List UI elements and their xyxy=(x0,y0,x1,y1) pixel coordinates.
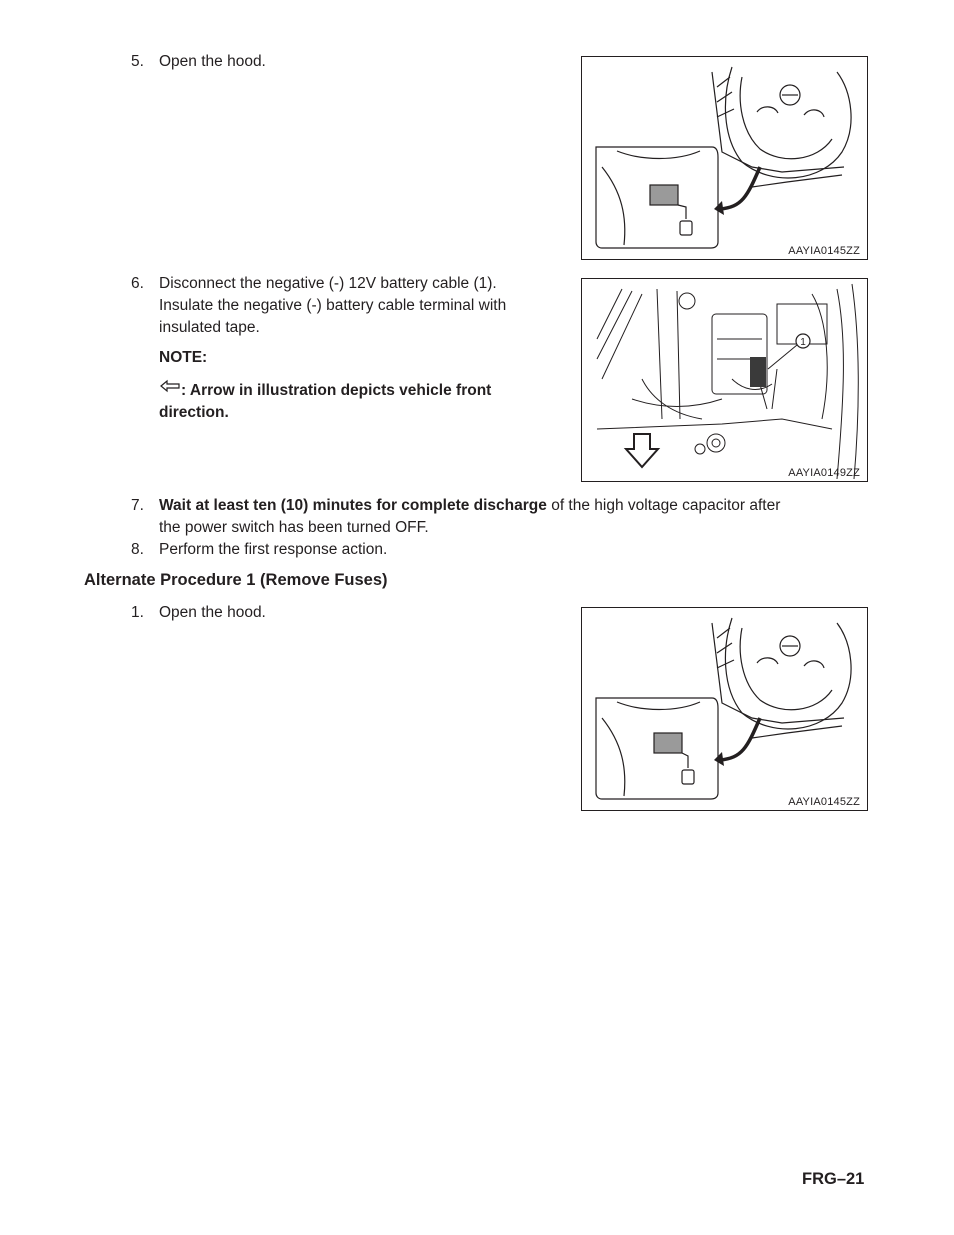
figure-battery-cable xyxy=(581,278,868,482)
step-line: insulated tape. xyxy=(159,319,260,336)
page-number: FRG–21 xyxy=(802,1170,865,1188)
figure-hood-release-2 xyxy=(581,607,868,811)
front-arrow-icon xyxy=(159,378,181,392)
battery-compartment-illustration xyxy=(582,279,867,481)
figure-hood-release xyxy=(581,56,868,260)
hood-release-illustration xyxy=(582,57,867,259)
step-text: Open the hood. xyxy=(159,53,266,70)
figure-code: AAYIA0145ZZ xyxy=(788,245,860,257)
step-number: 1. xyxy=(131,604,144,621)
section-heading: Alternate Procedure 1 (Remove Fuses) xyxy=(84,571,388,589)
note-arrow-text: : Arrow in illustration depicts vehicle front direction. xyxy=(159,378,559,424)
note-label: NOTE: xyxy=(159,349,208,366)
callout-number: 1 xyxy=(800,337,806,348)
step-line: Disconnect the negative (-) 12V battery cable (1). xyxy=(159,275,497,292)
step-text: Perform the first response action. xyxy=(159,541,388,558)
step-text xyxy=(159,273,559,339)
step-number: 5. xyxy=(131,53,144,70)
warning-text: Wait at least ten (10) minutes for complete discharge xyxy=(159,497,547,514)
step-number: 7. xyxy=(131,497,144,514)
step-number: 8. xyxy=(131,541,144,558)
figure-code: AAYIA0145ZZ xyxy=(788,796,860,808)
step-line: Insulate the negative (-) battery cable terminal with xyxy=(159,297,507,314)
step-text: Open the hood. xyxy=(159,604,266,621)
figure-code: AAYIA0149ZZ xyxy=(788,467,860,479)
step-number: 6. xyxy=(131,275,144,292)
step-text: Wait at least ten (10) minutes for complete discharge of the high voltage capacitor after the power switch has been turned OFF. xyxy=(159,497,781,536)
hood-release-illustration xyxy=(582,608,867,810)
